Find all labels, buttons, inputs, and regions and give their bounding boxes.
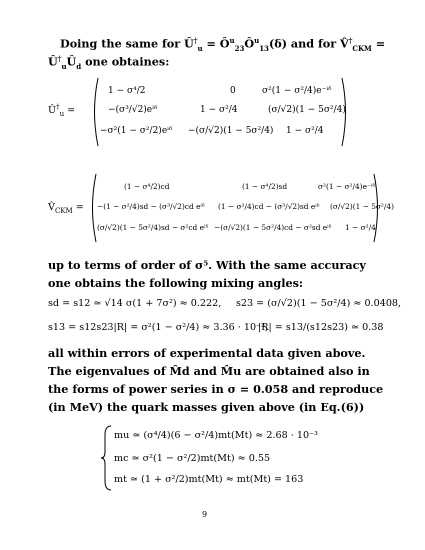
matrix-ckm-r1c2: (1 − σ⁴/2)sd bbox=[242, 182, 288, 191]
matrix-u-r3c3: 1 − σ²/4 bbox=[286, 126, 324, 136]
angle-eq-1a: sd = s12 ≃ √14 σ(1 + 7σ²) ≈ 0.222, bbox=[48, 298, 222, 309]
para3-line-4: (in MeV) the quark masses given above (in Eq.(6)) bbox=[48, 400, 365, 414]
matrix-ckm-left-paren bbox=[93, 174, 97, 242]
para2-line-1: up to terms of order of σ⁵. With the same accuracy bbox=[48, 258, 366, 272]
matrix-ckm-r3c3: 1 − σ²/4 bbox=[345, 223, 376, 232]
matrix-ckm-r3c2: −(σ/√2)(1 − 5σ²/4)cd − σ²sd eⁱᵟ bbox=[214, 223, 332, 232]
mass-brace bbox=[100, 425, 114, 491]
matrix-ckm-r3c1: (σ/√2)(1 − 5σ²/4)sd − σ²cd eⁱᵟ bbox=[97, 223, 209, 232]
matrix-ckm-r2c3: (σ/√2)(1 − 5σ²/4) bbox=[330, 202, 394, 211]
angle-eq-2a: s13 = s12s23|R| = σ²(1 − σ²/4) ≈ 3.36 · 10⁻³, bbox=[48, 322, 269, 333]
para3-line-2: The eigenvalues of M̂d and M̂u are obtained also in bbox=[48, 364, 370, 378]
page-number: 9 bbox=[202, 510, 208, 519]
para3-line-1: all within errors of experimental data given above. bbox=[48, 346, 366, 360]
angle-eq-2b: |R| = s13/(s12s23) ≃ 0.38 bbox=[258, 322, 384, 333]
matrix-u-r2c1: −(σ³/√2)eⁱᵟ bbox=[108, 105, 158, 115]
intro-line-2: $Û^\dagger_uÛ_d$ one obtaines: bbox=[48, 54, 170, 71]
matrix-u-r3c2: −(σ/√2)(1 − 5σ²/4) bbox=[188, 126, 274, 136]
mass-mc: mc ≃ σ²(1 − σ²/2)mt(Mt) ≈ 0.55 bbox=[114, 453, 271, 464]
para2-line-2: one obtains the following mixing angles: bbox=[48, 276, 304, 290]
matrix-ckm-r1c1: (1 − σ⁴/2)cd bbox=[124, 182, 170, 191]
matrix-u-r2c3: (σ/√2)(1 − 5σ²/4) bbox=[268, 105, 346, 115]
mass-mt: mt ≃ (1 + σ²/2)mt(Mt) ≈ mt(Mt) = 163 bbox=[114, 474, 304, 485]
matrix-ckm-r2c1: −(1 − σ²/4)sd − (σ³/√2)cd eⁱᵟ bbox=[97, 202, 205, 211]
matrix-u-r1c2: 0 bbox=[230, 86, 236, 96]
matrix-u-r3c1: −σ²(1 − σ²/2)eⁱᵟ bbox=[100, 126, 173, 136]
para3-line-3: the forms of power series in σ = 0.058 and reproduce bbox=[48, 382, 384, 396]
matrix-u-label: $Û^\dagger_u$ = bbox=[48, 103, 76, 119]
matrix-u-r2c2: 1 − σ²/4 bbox=[200, 105, 238, 115]
mass-mu: mu ≃ (σ⁴/4)(6 − σ²/4)mt(Mt) ≈ 2.68 · 10⁻³ bbox=[114, 430, 318, 441]
angle-eq-1b: s23 = (σ/√2)(1 − 5σ²/4) ≈ 0.0408, bbox=[236, 298, 402, 309]
matrix-ckm-label: $V̂_{CKM}$ = bbox=[48, 202, 84, 215]
matrix-ckm-r1c3: σ²(1 − σ²/4)e⁻ⁱᵟ bbox=[318, 182, 376, 191]
matrix-u-r1c3: σ²(1 − σ²/4)e⁻ⁱᵟ bbox=[262, 86, 332, 96]
matrix-ckm-r2c2: (1 − σ²/4)cd − (σ³/√2)sd eⁱᵟ bbox=[218, 202, 320, 211]
matrix-u-left-paren bbox=[95, 78, 99, 146]
intro-line-1: Doing the same for $Û^\dagger_u$ = $Ô^u_{23}Ô^u_{13}(\delta)$ and for $V̂^\dagger_{CKM}$ = bbox=[60, 36, 386, 53]
matrix-u-r1c1: 1 − σ⁴/2 bbox=[108, 86, 146, 96]
